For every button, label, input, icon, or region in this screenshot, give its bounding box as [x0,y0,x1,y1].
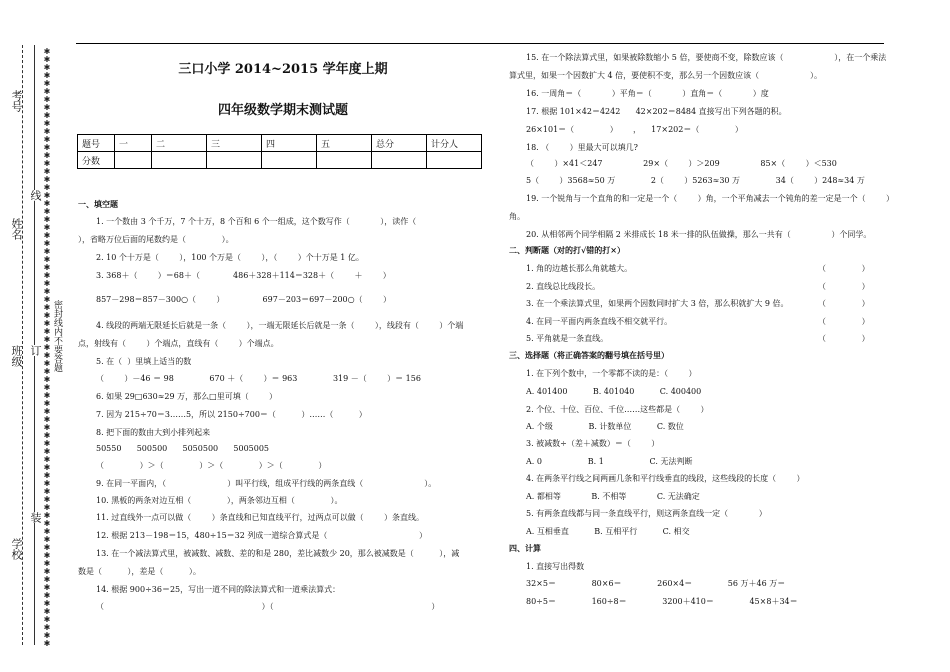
score-cell[interactable] [115,152,152,169]
question-line: 26×101＝（ ） ， 17×202＝（ ） [526,125,743,134]
judge-answer-paren[interactable]: （ ） [818,334,870,343]
score-cell[interactable] [262,152,317,169]
score-table-score-row [78,152,482,169]
score-cell: 二 [152,135,207,152]
question-line: 1. 在下列个数中，一个零都不读的是：（ ） [526,369,697,378]
question-line: A. 0 B. 1 C. 无法判断 [526,457,693,466]
question-line: 4. 在两条平行线之间两画几条和平行线垂直的线段，这些线段的长度（ ） [526,474,805,483]
top-rule [76,43,884,44]
question-line: ），省略万位后面的尾数约是（ ）。 [78,235,234,244]
question-line: 1. 角的边越长那么角就越大。 [526,264,633,273]
score-cell[interactable] [207,152,262,169]
exam-title: 四年级数学期末测试题 [217,103,348,118]
score-cell: 分数 [78,152,115,169]
score-cell[interactable] [152,152,207,169]
question-line: 3. 在一个乘法算式里，如果两个因数同时扩大 3 倍，那么积就扩大 9 倍。 [526,299,789,308]
question-line: 12. 根据 213－198＝15，480÷15＝32 列成一道综合算式是（ ） [96,531,427,540]
question-line: 5（ ）3568≈50 万 2（ ）5263≈30 万 34（ ）248≈34 万 [526,176,865,185]
question-line: A. 互相垂直 B. 互相平行 C. 相交 [526,527,690,536]
score-cell: 总分 [372,135,427,152]
score-cell: 一 [115,135,152,152]
score-table-header-row [78,135,482,152]
score-cell[interactable] [317,152,372,169]
question-line: 数是（ ），差是（ ）。 [78,567,201,576]
question-line: 19. 一个锐角与一个直角的和一定是一个（ ）角，一个平角减去一个钝角的差一定是一个（ ） [526,194,894,203]
question-line: 18. （ ）里最大可以填几? [526,143,638,152]
name-label: 姓名 [10,218,23,240]
question-line: 16. 一周角＝（ ）平角＝（ ）直角＝（ ）度 [526,89,769,98]
question-line: 算式里，如果一个因数扩大 4 倍，要使积不变，那么另一个因数应该（ ）。 [509,71,823,80]
question-line: 4. 线段的两端无限延长后就是一条（ ），一端无限延长后就是一条（ ），线段有（ ）个端 [96,321,464,330]
binding-margin [0,0,68,672]
score-cell[interactable] [372,152,427,169]
question-line: A. 都相等 B. 不相等 C. 无法确定 [526,492,700,501]
question-line: 15. 在一个除法算式里，如果被除数缩小 5 倍，要使商不变，除数应该（ ），在一个乘法 [526,53,887,62]
seal-star-column: ✱ ✱ ✱ ✱ ✱ ✱ ✱ ✱ ✱ ✱ ✱ ✱ ✱ ✱ ✱ ✱ ✱ ✱ ✱ ✱ ✱ ✱ ✱ ✱ ✱ ✱ ✱ ✱ ✱ ✱ ✱ ✱ ✱ ✱ ✱ ✱ ✱ ✱ ✱ ✱ ✱ ✱ ✱ ✱ ✱ ✱ ✱ ✱ ✱ ✱ ✱ ✱ ✱ ✱ ✱ ✱ ✱ ✱ ✱ ✱ ✱ ✱ ✱ ✱ ✱ ✱ ✱ ✱ ✱ ✱ ✱ ✱ ✱ ✱ ✱ [43,48,51,648]
judge-answer-paren[interactable]: （ ） [818,317,870,326]
question-line: 8. 把下面的数由大到小排列起来 [96,428,211,437]
question-line: （ ）（ ） [96,602,440,611]
school-label: 学校 [10,538,23,560]
score-cell: 三 [207,135,262,152]
question-line: 角。 [509,212,525,221]
question-line: 6. 如果 29□630≈29 万，那么□里可填（ ） [96,392,278,401]
question-line: 5. 平角就是一条直线。 [526,334,609,343]
question-line: 2. 10 个十万是（ ），100 个万是（ ），（ ）个十万是 1 亿。 [96,253,364,262]
section-fill-blank-heading: 一、填空题 [78,199,118,209]
question-line: 80÷5＝ 160÷8＝ 3200＋410＝ 45×8＋34＝ [526,597,798,606]
question-line: 2. 个位、十位、百位、千位……这些都是（ ） [526,405,709,414]
seal-zhuang-label: 装 [29,512,42,523]
score-table [77,134,482,169]
exam-no-label: 考号 [10,90,23,112]
question-line: A. 个级 B. 计数单位 C. 数位 [526,422,684,431]
score-cell: 计分人 [427,135,482,152]
school-title: 三口小学 2014~2015 学年度上期 [178,62,388,77]
question-line: 3. 被减数÷（差＋减数）＝（ ） [526,439,660,448]
question-line: 7. 因为 215÷70＝3……5，所以 2150÷700＝（ ）……（ ） [96,410,367,419]
question-line: 14. 根据 900÷36＝25，写出一道不同的除法算式和一道乘法算式： [96,585,341,594]
question-line: 50550 500500 5050500 5005005 [96,444,270,453]
score-cell: 五 [317,135,372,152]
judge-answer-paren[interactable]: （ ） [818,264,870,273]
question-line: 1. 一个数由 3 个千万，7 个十万，8 个百和 6 个一组成，这个数写作（ ），读作（ [96,217,417,226]
no-answer-note: 密封线内不要答题 [52,300,62,372]
class-label: 班级 [10,345,23,367]
score-cell[interactable] [427,152,482,169]
question-line: A. 401400 B. 401040 C. 400400 [526,387,702,396]
judge-answer-paren[interactable]: （ ） [818,299,870,308]
question-line: 1. 直接写出得数 [526,562,585,571]
section-choice-heading: 三、选择题（将正确答案的翻号填在括号里） [509,350,669,360]
score-cell: 题号 [78,135,115,152]
question-line: 点，射线有（ ）个端点，直线有（ ）个端点。 [78,339,279,348]
question-line: 5. 有两条直线都与同一条直线平行，则这两条直线一定（ ） [526,509,767,518]
question-line: 4. 在同一平面内两条直线不相交就平行。 [526,317,673,326]
question-line: 5. 在（ ）里填上适当的数 [96,357,192,366]
question-line: 857－298＝857－300○（ ） 697－203＝697－200○（ ） [96,295,391,304]
seal-line-label: 线 [29,190,42,201]
question-line: （ ）－46 ＝ 98 670 ＋（ ）＝ 963 319 －（ ）＝ 156 [96,374,421,383]
question-line: 17. 根据 101×42＝4242 42×202＝8484 直接写出下列各题的积。 [526,107,787,116]
question-line: 11. 过直线外一点可以做（ ）条直线和已知直线平行，过两点可以做（ ）条直线。 [96,513,424,522]
question-line: （ ）×41＜247 29×（ ）＞209 85×（ ）＜530 [526,159,837,168]
question-line: （ ）＞（ ）＞（ ）＞（ ） [96,461,327,470]
question-line: 3. 368＋（ ）＝68＋（ 486＋328＋114＝328＋（ ＋ ） [96,271,391,280]
section-calc-heading: 四、计算 [509,543,541,553]
section-judge-heading: 二、判断题（对的打√错的打×） [509,245,625,255]
question-line: 20. 从相邻两个同学相隔 2 米排成长 18 米一排的队伍做操，那么一共有（ ）个同学。 [526,230,872,239]
question-line: 13. 在一个减法算式里，被减数、减数、差的和是 280，差比减数少 20，那么被减数是（ ），减 [96,549,460,558]
question-line: 10. 黑板的两条对边互相（ ），两条邻边互相（ ）。 [96,496,343,505]
seal-ding-label: 订 [29,345,42,356]
judge-answer-paren[interactable]: （ ） [818,282,870,291]
question-line: 2. 直线总比线段长。 [526,282,601,291]
question-line: 9. 在同一平面内，（ ）叫平行线，组成平行线的两条直线（ ）。 [96,479,437,488]
question-line: 32×5＝ 80×6＝ 260×4＝ 56 万＋46 万＝ [526,579,786,588]
score-cell: 四 [262,135,317,152]
